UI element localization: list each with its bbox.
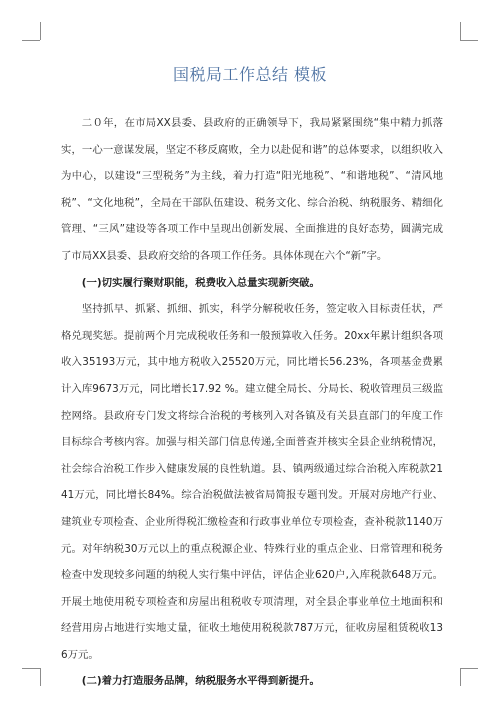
intro-paragraph: 二０年，在市局XX县委、县政府的正确领导下，我局紧紧围绕“集中精力抓落实，一心一意谋发展，坚定不移反腐败，全力以赴促和谐”的总体要求，以组织收入为中心，以建设“三型税务”为主线，着力打造“阳光地税”、“和谐地税”、“清风地税”、“文化地税”，全局在干部队伍建设、税务文化、综合治税、纳税服务、精细化管理、“三风”建设等各项工作中呈现出创新发展、全面推进的良好态势，圆满完成了市局XX县委、县政府交给的各项工作任务。具体体现在六个“新”字。 [61,117,443,262]
document-body [61,110,443,695]
crop-mark-top-right [460,40,478,41]
section-1-heading: (一)切实履行聚财职能，税费收入总量实现新突破。 [81,276,320,289]
section-2-heading: (二)着力打造服务品牌，纳税服务水平得到新提升。 [81,675,320,688]
document-title: 国税局工作总结 模板 [172,65,328,84]
crop-mark-bottom-right [460,668,461,686]
section-1-paragraph: 坚持抓早、抓紧、抓细、抓实，科学分解税收任务，签定收入目标责任状，严格兑现奖惩。提前两个月完成税收任务和一般预算收入任务。20xx年累计组织各项收入35193万元，其中地方税收入25520万元，同比增长56.23%，各项基金费累计入库9673万元，同比增长17.92 %。建立健全局长、分局长、税收管理员三级监控网络。县政府专门发文将综合治税的考核列入对各镇及有关县直部门的年度工作目标综合考核内容。加强与相关部门信息传递,全面普查并核实全县企业纳税情况，社会综合治税工作步入健康发展的良性轨道。县、镇两级通过综合治税入库税款2141万元，同比增长84%。综合治税做法被省局简报专题刊发。开展对房地产行业、建筑业专项检查、企业所得税汇缴检查和行政事业单位专项检查，查补税款1140万元。对年纳税30万元以上的重点税源企业、特殊行业的重点企业、日常管理和税务检查中发现较多问题的纳税人实行集中评估，评估企业620户,入库税款648万元。开展土地使用税专项检查和房屋出租税收专项清理，对全县企事业单位土地面积和经营用房占地进行实地丈量，征收土地使用税税款787万元，征收房屋租赁税收136万元。 [61,303,443,661]
crop-mark-bottom-right [460,668,478,669]
crop-mark-top-right [460,22,461,40]
crop-mark-top-left [40,22,41,40]
crop-mark-bottom-left [22,668,40,669]
crop-mark-top-left [22,40,40,41]
crop-mark-bottom-left [40,668,41,686]
